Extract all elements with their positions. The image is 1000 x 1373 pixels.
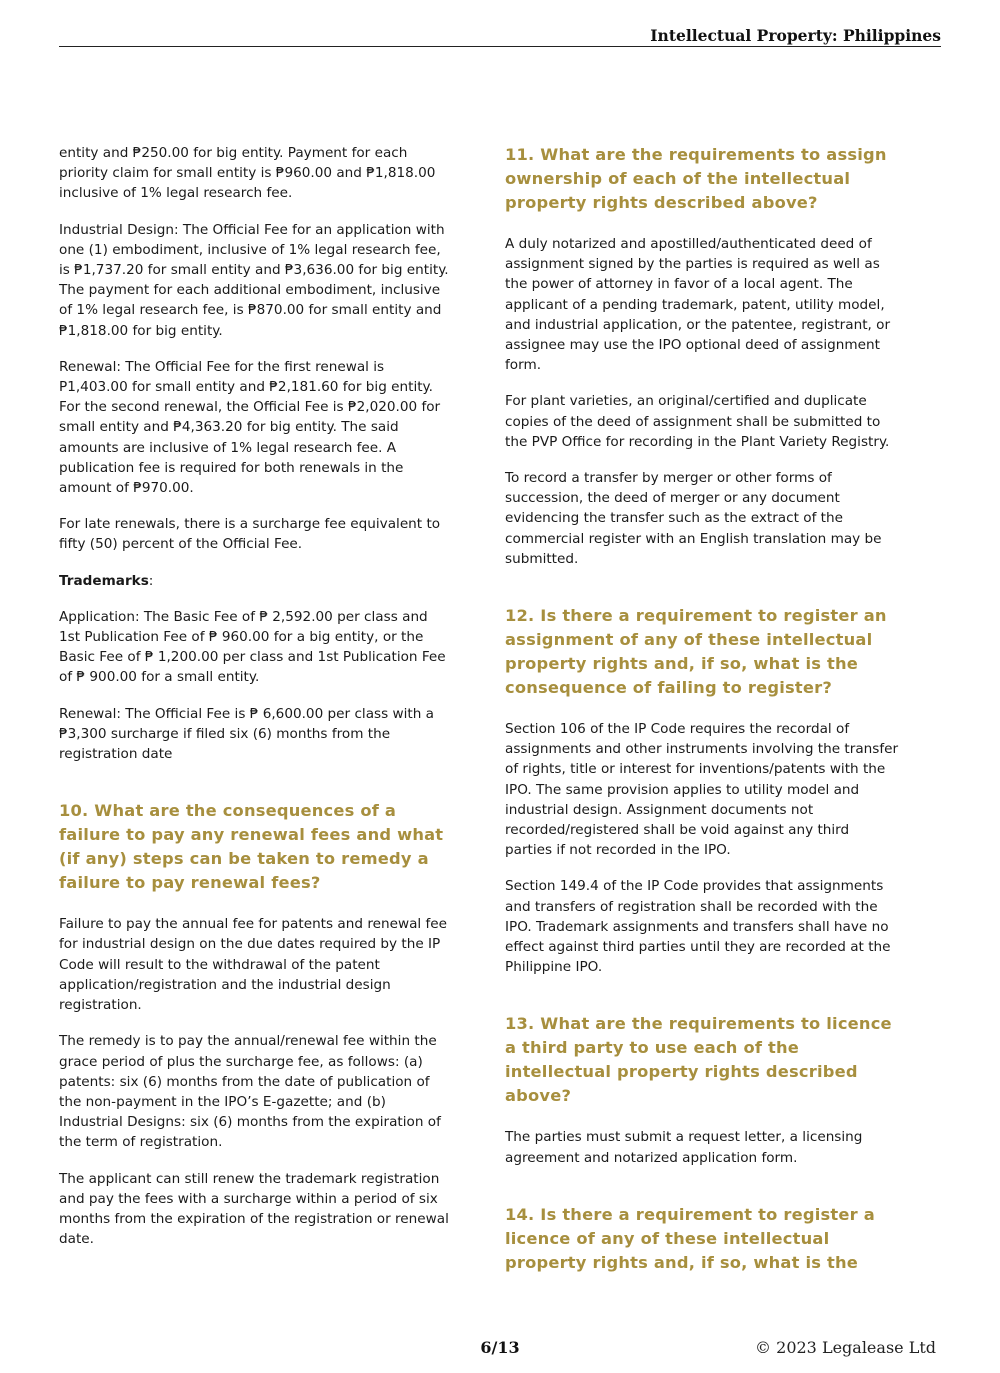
industrial-design-fees-paragraph: Industrial Design: The Official Fee for an application with one (1) embodiment, inclusive of 1% legal research fee, is ₱1,737.20 for small entity and ₱3,636.00 for big entity. The payment for each additional embodiment, inclusive of 1% legal research fee, is ₱870.00 for small entity and ₱1,818.00 for big entity.	[59, 221, 449, 339]
question-10-answer-paragraph-2: The remedy is to pay the annual/renewal fee within the grace period of plus the surcharge fee, as follows: (a) patents: six (6) months from the date of publication of the non-payment in the IPO’s E-gazette; and (b) Industrial Designs: six (6) months from the expiration of the term of registration.	[59, 1033, 441, 1151]
question-11-heading: 11. What are the requirements to assign ownership of each of the intellectual property rights described above?	[505, 145, 887, 212]
late-renewal-paragraph: For late renewals, there is a surcharge fee equivalent to fifty (50) percent of the Official Fee.	[59, 516, 441, 553]
question-11-answer-paragraph-3: To record a transfer by merger or other forms of succession, the deed of merger or any document evidencing the transfer such as the extract of the commercial register with an English translation may be submitted.	[505, 470, 882, 567]
question-12-heading: 12. Is there a requirement to register an assignment of any of these intellectual property rights and, if so, what is the consequence of failing to register?	[505, 606, 887, 698]
copyright-notice: © 2023 Legalease Ltd	[755, 1338, 936, 1357]
renewal-fees-paragraph: Renewal: The Official Fee for the first renewal is P1,403.00 for small entity and ₱2,181.60 for big entity. For the second renewal, the Official Fee is ₱2,020.00 for small entity and ₱4,363.20 for big entity. The said amounts are inclusive of 1% legal research fee. A publication fee is required for both renewals in the amount of ₱970.00.	[59, 358, 441, 497]
header-divider	[59, 46, 941, 47]
question-12-answer-paragraph-1: Section 106 of the IP Code requires the recordal of assignments and other instruments involving the transfer of rights, title or interest for inventions/patents with the IPO. The same provision applies to utility model and industrial design. Assignment documents not recorded/registered shall be void against any third parties if not recorded in the IPO.	[505, 721, 899, 859]
patent-fees-continued-paragraph: entity and ₱250.00 for big entity. Payment for each priority claim for small entity is ₱960.00 and ₱1,818.00 inclusive of 1% legal research fee.	[59, 145, 436, 202]
trademark-application-fees-paragraph: Application: The Basic Fee of ₱ 2,592.00 per class and 1st Publication Fee of ₱ 960.00 for a big entity, or the Basic Fee of ₱ 1,200.00 per class and 1st Publication Fee of ₱ 900.00 for a small entity.	[59, 608, 446, 686]
trademarks-label-colon: :	[148, 572, 154, 589]
question-10-heading: 10. What are the consequences of a failure to pay any renewal fees and what (if any) steps can be taken to remedy a failure to pay renewal fees?	[59, 801, 444, 893]
left-column	[59, 143, 453, 1265]
document-header-title: Intellectual Property: Philippines	[650, 26, 941, 45]
trademark-renewal-fees-paragraph: Renewal: The Official Fee is ₱ 6,600.00 per class with a ₱3,300 surcharge if filed six (6) months from the registration date	[59, 705, 435, 763]
question-11-answer-paragraph-2: For plant varieties, an original/certified and duplicate copies of the deed of assignment shall be submitted to the PVP Office for recording in the Plant Variety Registry.	[505, 393, 890, 450]
question-10-answer-paragraph-1: Failure to pay the annual fee for patents and renewal fee for industrial design on the due dates required by the IP Code will result to the withdrawal of the patent application/registration and the industrial design registration.	[59, 916, 448, 1014]
question-10-answer-paragraph-3: The applicant can still renew the trademark registration and pay the fees with a surcharge within a period of six months from the expiration of the registration or renewal date.	[59, 1170, 449, 1248]
question-13-answer-paragraph-1: The parties must submit a request letter, a licensing agreement and notarized application form.	[505, 1129, 863, 1166]
question-12-answer-paragraph-2: Section 149.4 of the IP Code provides that assignments and transfers of registration shall be recorded with the IPO. Trademark assignments and transfers shall have no effect against third parties until they are recorded at the Philippine IPO.	[505, 878, 891, 976]
trademarks-label: Trademarks	[59, 572, 149, 589]
question-13-heading: 13. What are the requirements to licence a third party to use each of the intellectual property rights described above?	[505, 1014, 892, 1106]
question-14-heading: 14. Is there a requirement to register a licence of any of these intellectual property rights and, if so, what is the	[505, 1204, 875, 1272]
right-column	[505, 143, 899, 1294]
page-number: 6/13	[480, 1338, 520, 1357]
question-11-answer-paragraph-1: A duly notarized and apostilled/authenticated deed of assignment signed by the parties is required as well as the power of attorney in favor of a local agent. The applicant of a pending trademark, patent, utility model, and industrial application, or the patentee, registrant, or assignee may use the IPO optional deed of assignment form.	[505, 236, 891, 374]
trademarks-label-paragraph	[59, 571, 453, 591]
